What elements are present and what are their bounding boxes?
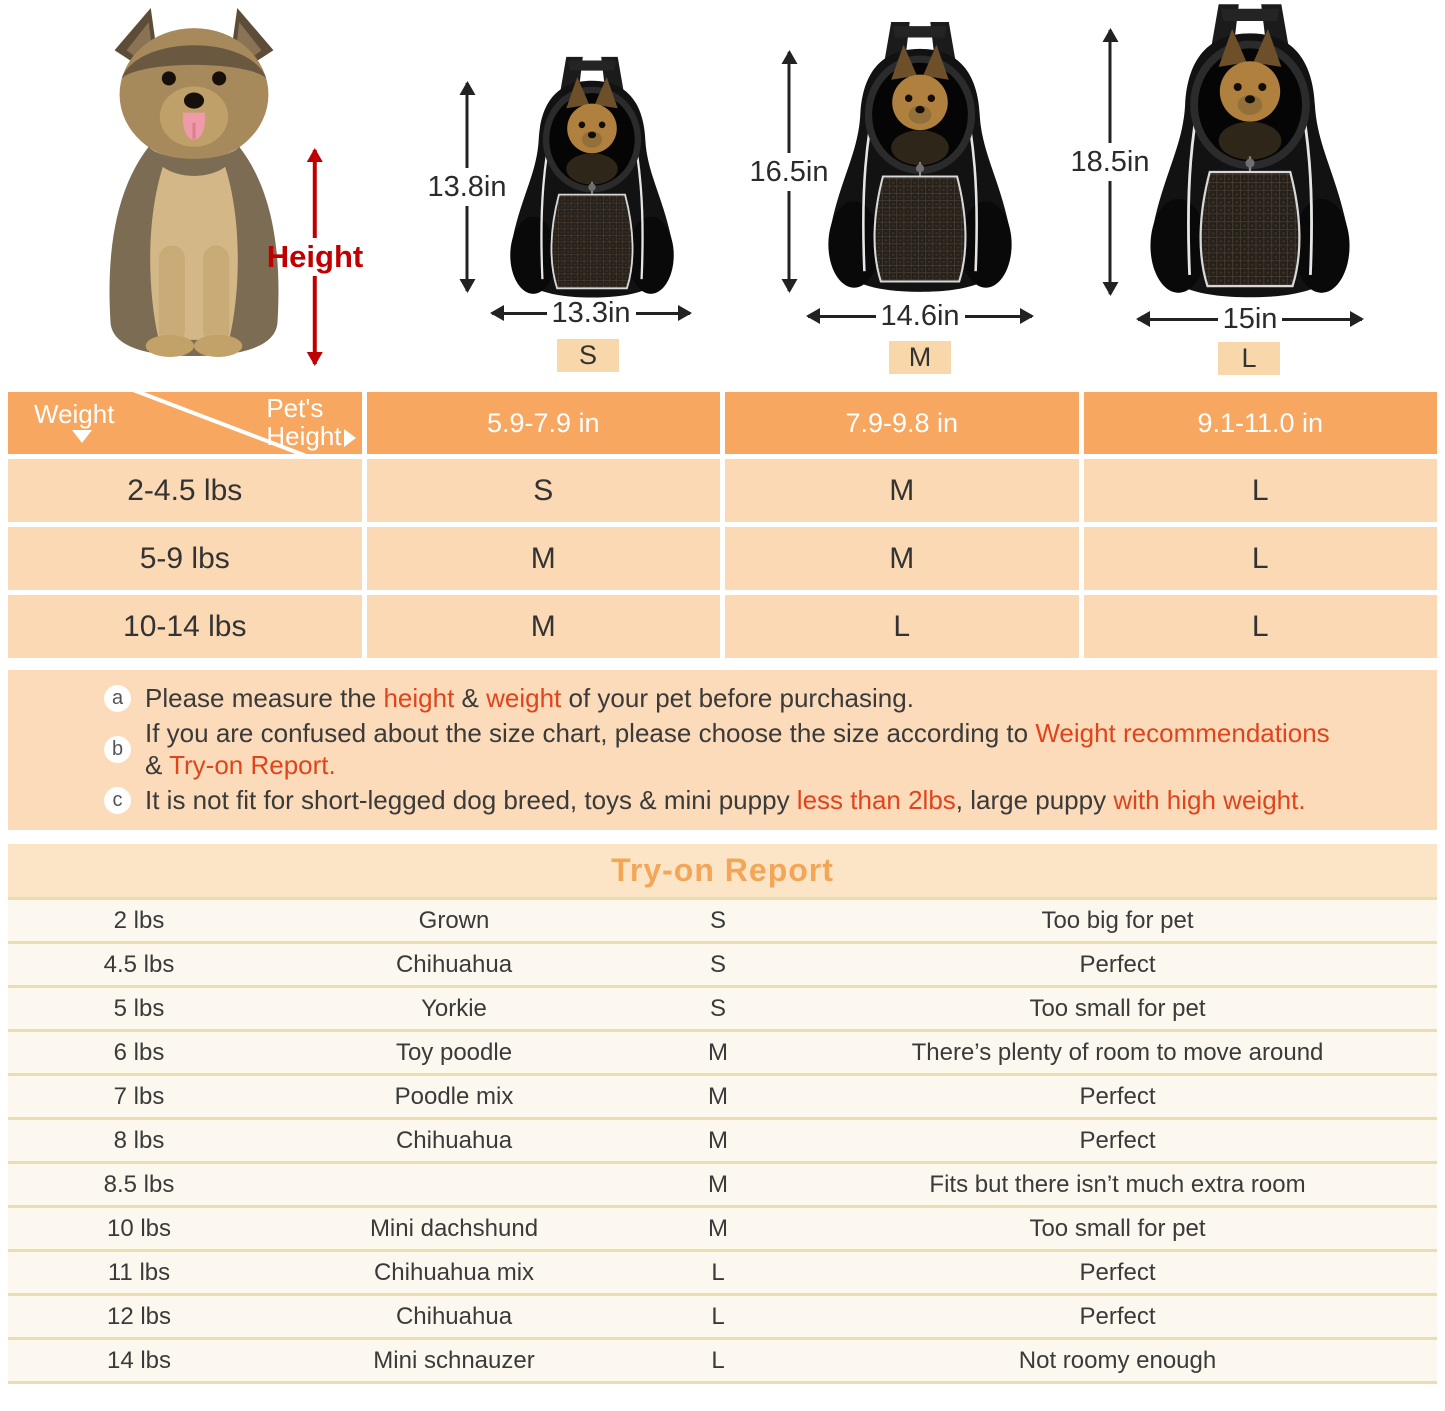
tryon-row (8, 941, 1437, 985)
triangle-right-icon (344, 429, 356, 447)
tryon-cell-comment: Fits but there isn’t much extra room (929, 1170, 1306, 1198)
height-column-header: 7.9-9.8 in (725, 392, 1079, 454)
tryon-row (8, 1161, 1437, 1205)
tryon-row (8, 897, 1437, 941)
arrow-right-icon (1282, 318, 1362, 321)
size-cell: M (367, 527, 721, 590)
tryon-cell-breed: Poodle mix (394, 1082, 514, 1110)
tryon-cell-comment: Perfect (1079, 1126, 1156, 1154)
carrier-m-width-value: 14.6in (880, 299, 960, 332)
note-text: If you are confused about the size chart, please choose the size according to Weight recommendations & Try-on Report. (145, 718, 1330, 780)
pets-height-axis-label: Pet's Height (266, 394, 355, 450)
tryon-cell-comment: Too big for pet (1041, 906, 1194, 934)
tryon-cell-weight: 11 lbs (107, 1258, 171, 1286)
weight-row-label: 2-4.5 lbs (8, 459, 362, 522)
tryon-cell-breed: Chihuahua (395, 950, 513, 978)
tryon-cell-weight: 8 lbs (113, 1126, 165, 1154)
tryon-cell-breed: Chihuahua (395, 1126, 513, 1154)
carrier-s-height-value: 13.8in (427, 171, 507, 203)
tryon-cell-breed: Mini dachshund (369, 1214, 539, 1242)
tryon-row (8, 1249, 1437, 1293)
carrier-l-width-value: 15in (1222, 302, 1278, 335)
tryon-cell-size: S (709, 994, 726, 1022)
tryon-row (8, 1073, 1437, 1117)
size-cell: L (1084, 595, 1438, 658)
arrow-up-icon (787, 52, 790, 153)
size-badge-m: M (889, 341, 951, 374)
arrow-right-icon (965, 315, 1033, 318)
tryon-cell-weight: 4.5 lbs (103, 950, 175, 978)
tryon-cell-weight: 14 lbs (106, 1346, 172, 1374)
arrow-down-icon (465, 206, 468, 291)
tryon-cell-size: M (708, 1214, 728, 1242)
pet-height-label: Height (266, 239, 364, 274)
tryon-cell-weight: 5 lbs (113, 994, 165, 1022)
arrow-left-icon (808, 315, 876, 318)
weight-axis-label: Weight (34, 399, 115, 429)
pet-height-arrow (267, 150, 363, 364)
weight-row-label: 5-9 lbs (8, 527, 362, 590)
tryon-cell-comment: Perfect (1079, 1258, 1156, 1286)
tryon-cell-comment: There’s plenty of room to move around (911, 1038, 1324, 1066)
tryon-row (8, 1029, 1437, 1073)
arrow-up-icon (1108, 30, 1111, 143)
tryon-cell-size: M (708, 1170, 728, 1198)
note-badge: b (104, 736, 131, 763)
carrier-backpack-l (1134, 2, 1366, 304)
triangle-down-icon (72, 430, 92, 443)
note-badge: c (104, 787, 131, 814)
tryon-row (8, 1205, 1437, 1249)
carrier-m-height-value: 16.5in (749, 155, 829, 188)
tryon-rows (8, 897, 1437, 1384)
note-text: Please measure the height & weight of your pet before purchasing. (145, 683, 914, 713)
tryon-cell-size: L (711, 1258, 725, 1286)
arrow-down-icon (1108, 181, 1111, 294)
weight-row-label: 10-14 lbs (8, 595, 362, 658)
carrier-s-width-dim (492, 296, 690, 330)
note-item (104, 717, 1387, 781)
size-cell: S (367, 459, 721, 522)
arrow-up-icon (313, 150, 317, 238)
arrow-left-icon (492, 312, 547, 315)
carrier-m-height-dim (749, 52, 828, 291)
tryon-cell-weight: 2 lbs (113, 906, 165, 934)
tryon-report-title: Try-on Report (611, 852, 834, 888)
arrow-left-icon (1138, 318, 1218, 321)
arrow-up-icon (465, 83, 468, 168)
size-cell: L (1084, 459, 1438, 522)
tryon-cell-breed: Yorkie (421, 994, 487, 1022)
tryon-row (8, 1117, 1437, 1161)
carrier-backpack-m (816, 20, 1024, 298)
hero-section (0, 0, 1445, 392)
tryon-cell-size: M (708, 1126, 728, 1154)
tryon-cell-breed: Grown (418, 906, 490, 934)
tryon-cell-weight: 7 lbs (113, 1082, 165, 1110)
note-text: It is not fit for short-legged dog breed, toys & mini puppy less than 2lbs, large puppy with high weight. (145, 785, 1306, 815)
tryon-cell-size: S (709, 906, 726, 934)
carrier-l-height-dim (1070, 30, 1149, 294)
tryon-cell-comment: Too small for pet (1029, 1214, 1206, 1242)
tryon-cell-breed: Toy poodle (395, 1038, 513, 1066)
arrow-down-icon (787, 191, 790, 292)
tryon-cell-comment: Not roomy enough (1018, 1346, 1217, 1374)
tryon-cell-size: M (708, 1038, 728, 1066)
tryon-cell-comment: Too small for pet (1029, 994, 1206, 1022)
tryon-cell-weight: 6 lbs (113, 1038, 165, 1066)
tryon-cell-breed: Chihuahua (395, 1302, 513, 1330)
tryon-report-header (8, 844, 1437, 897)
size-cell: M (725, 527, 1079, 590)
size-cell: L (1084, 527, 1438, 590)
tryon-cell-comment: Perfect (1079, 1082, 1156, 1110)
carrier-m-width-dim (808, 299, 1032, 333)
note-item (104, 784, 1387, 816)
tryon-cell-breed: Mini schnauzer (373, 1346, 535, 1374)
tryon-row (8, 1293, 1437, 1337)
tryon-cell-comment: Perfect (1079, 1302, 1156, 1330)
size-chart-corner-cell (8, 392, 362, 454)
tryon-cell-weight: 8.5 lbs (103, 1170, 175, 1198)
notes-list (8, 670, 1437, 830)
tryon-cell-size: L (711, 1302, 725, 1330)
height-column-header: 5.9-7.9 in (367, 392, 721, 454)
carrier-l-width-dim (1138, 302, 1362, 336)
note-badge: a (104, 685, 131, 712)
arrow-down-icon (313, 276, 317, 364)
note-item (104, 682, 1387, 714)
carrier-l-height-value: 18.5in (1070, 146, 1150, 178)
tryon-cell-size: L (711, 1346, 725, 1374)
arrow-right-icon (636, 312, 691, 315)
carrier-backpack-s (498, 55, 686, 303)
carrier-s-height-dim (427, 83, 506, 291)
tryon-row (8, 985, 1437, 1029)
tryon-cell-size: S (709, 950, 726, 978)
height-column-header: 9.1-11.0 in (1084, 392, 1438, 454)
tryon-cell-weight: 10 lbs (106, 1214, 172, 1242)
tryon-cell-weight: 12 lbs (106, 1302, 172, 1330)
size-badge-s: S (557, 339, 619, 372)
tryon-row (8, 1337, 1437, 1381)
carrier-s-width-value: 13.3in (551, 296, 631, 329)
tryon-cell-comment: Perfect (1079, 950, 1156, 978)
tryon-report-section (8, 844, 1437, 1384)
size-cell: M (367, 595, 721, 658)
size-badge-l: L (1218, 342, 1280, 375)
size-chart-table (8, 392, 1437, 658)
tryon-cell-size: M (708, 1082, 728, 1110)
size-cell: M (725, 459, 1079, 522)
size-cell: L (725, 595, 1079, 658)
tryon-cell-breed: Chihuahua mix (373, 1258, 535, 1286)
